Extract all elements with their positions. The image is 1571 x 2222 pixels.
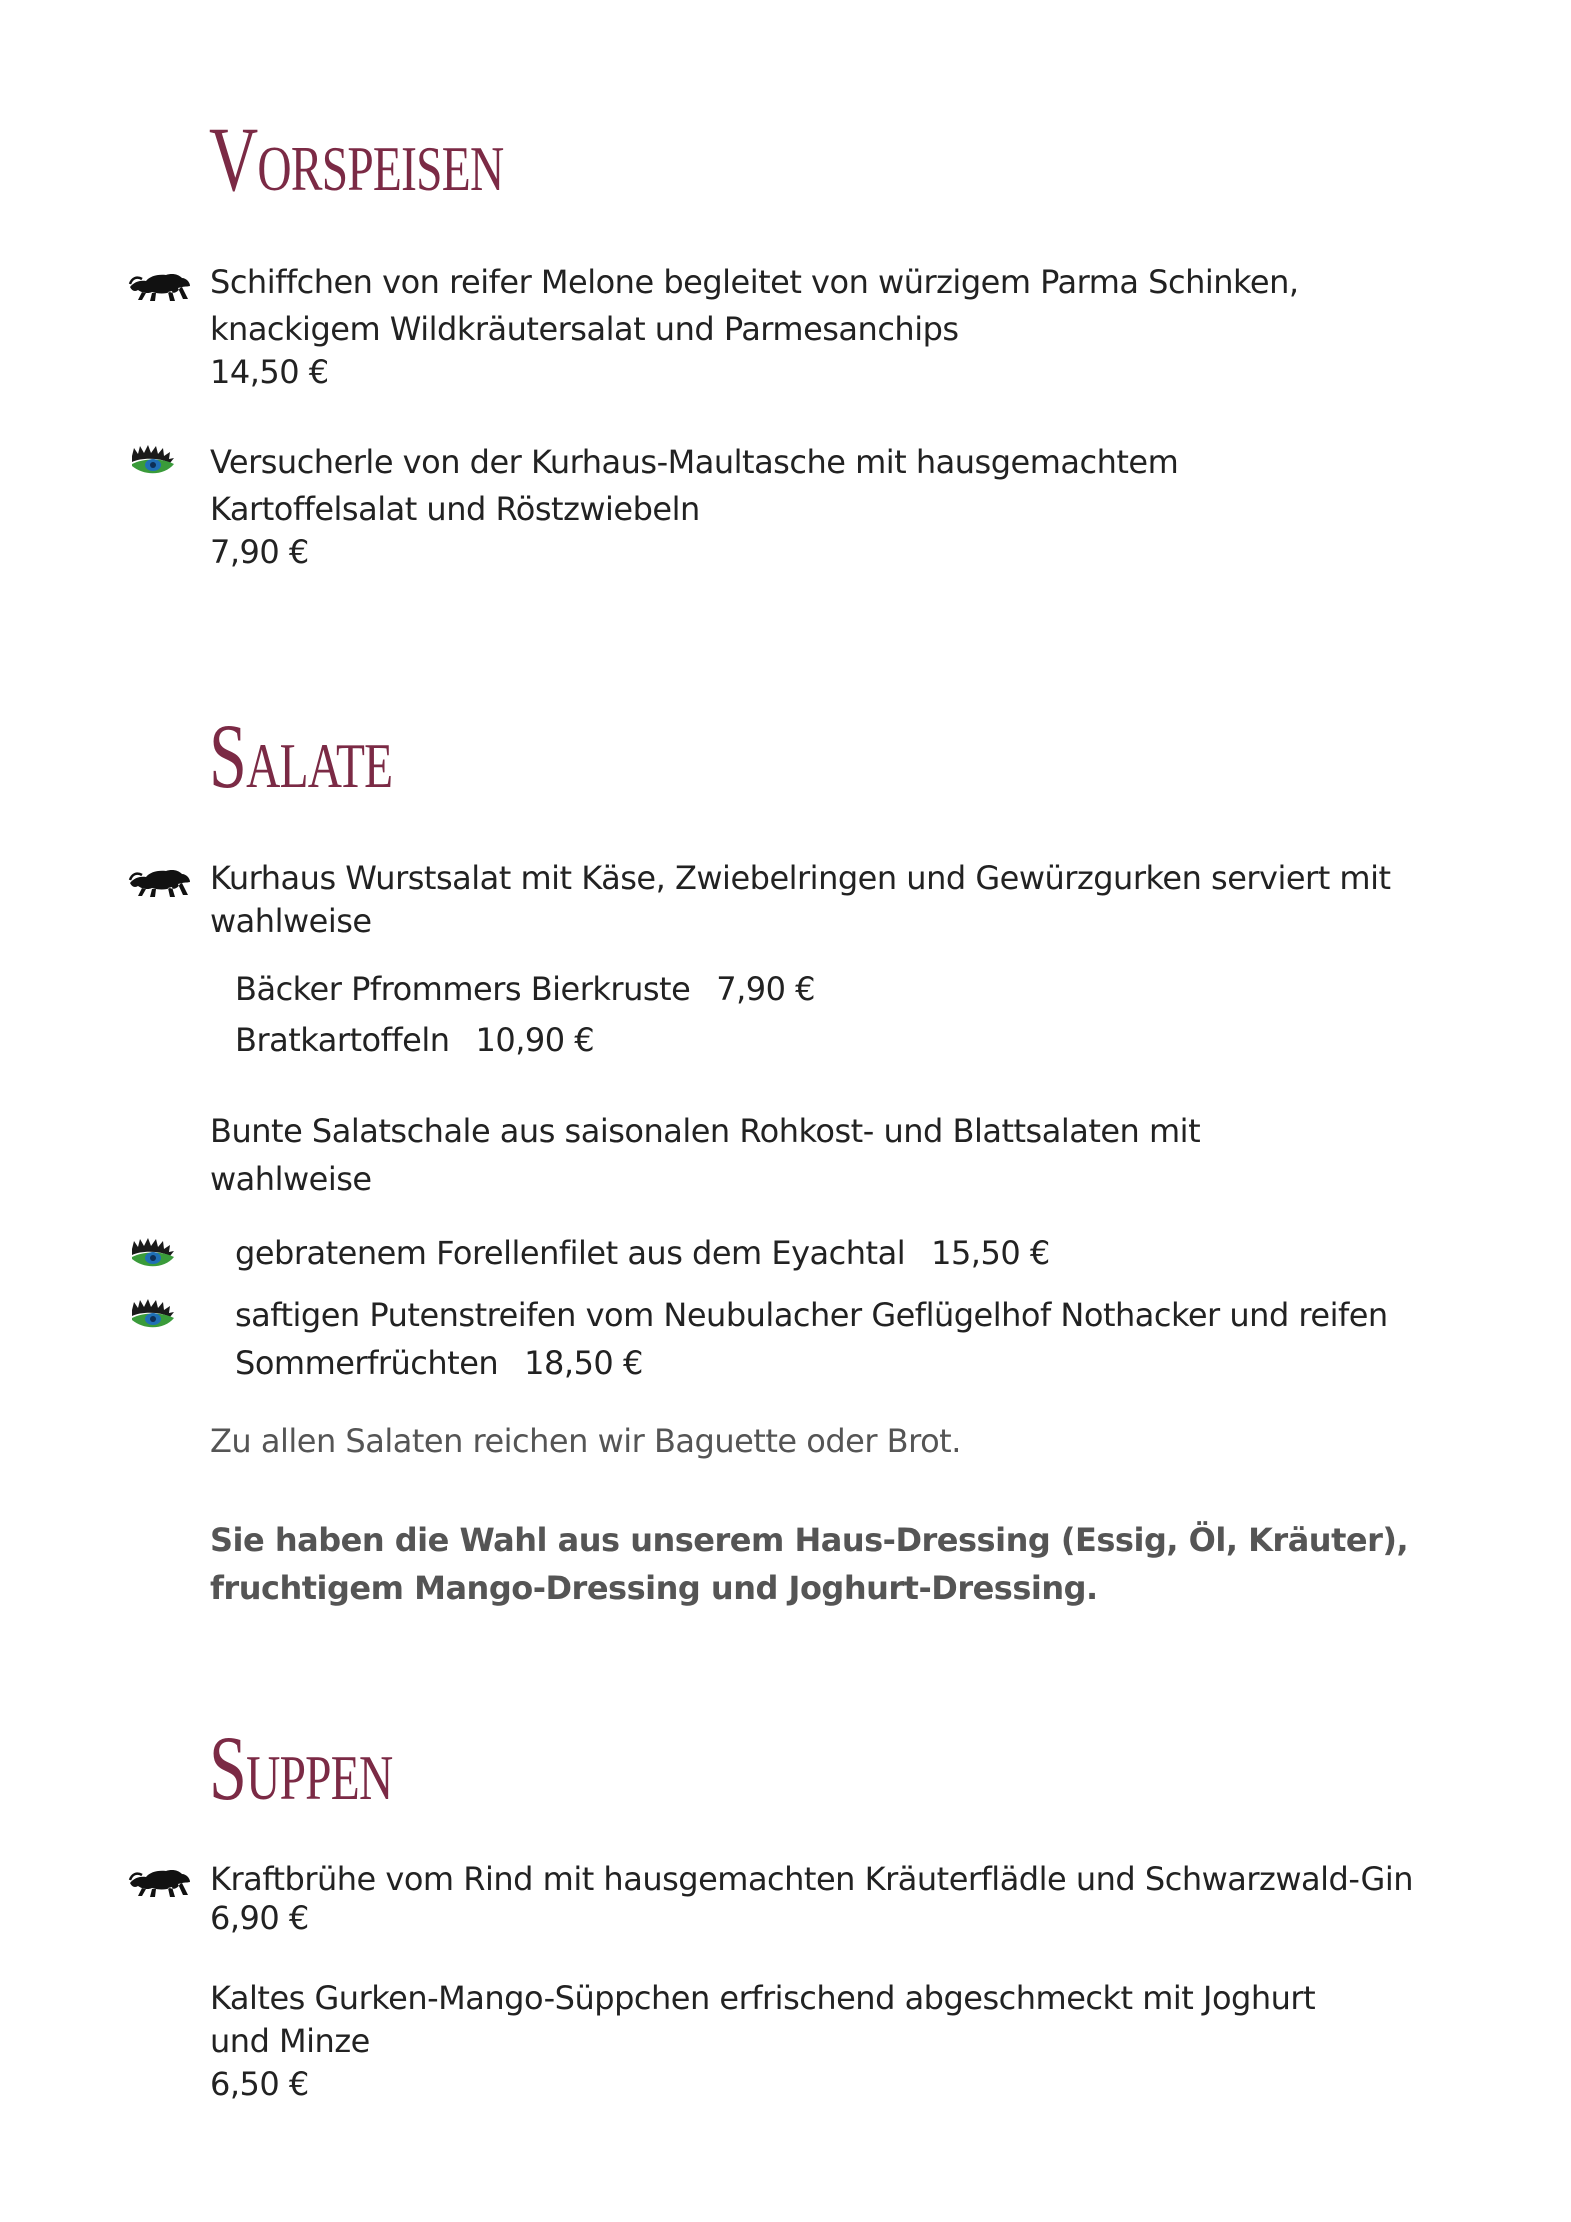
menu-item-text: Bunte Salatschale aus saisonalen Rohkost- und Blattsalaten mit [210,1112,1201,1150]
menu-item-price: 14,50 € [210,353,329,391]
option-price: 7,90 € [716,970,816,1008]
option-label: Sommerfrüchten [235,1344,499,1382]
section-heading-salate: Salate [209,705,393,807]
lion-icon [128,270,192,306]
option-row [235,966,815,1013]
option-label: Bratkartoffeln [235,1021,450,1059]
section-heading-vorspeisen: Vorspeisen [209,108,504,210]
lion-icon [128,1866,192,1902]
eye-icon [128,1237,178,1275]
menu-item-text: wahlweise [210,902,372,940]
eye-icon [128,1298,178,1336]
option-price: 15,50 € [931,1234,1050,1272]
menu-item-price: 6,90 € [210,1899,309,1937]
menu-item-text: wahlweise [210,1160,372,1198]
section-heading-suppen: Suppen [209,1717,393,1819]
option-label: gebratenem Forellenfilet aus dem Eyachtal [235,1234,906,1272]
salad-note: Zu allen Salaten reichen wir Baguette oder Brot. [210,1422,961,1460]
menu-item-text: und Minze [210,2022,370,2060]
option-row [235,1340,643,1387]
menu-item-text: knackigem Wildkräutersalat und Parmesanchips [210,310,959,348]
dressing-note: Sie haben die Wahl aus unserem Haus-Dressing (Essig, Öl, Kräuter), [210,1521,1409,1559]
menu-item-text: Kraftbrühe vom Rind mit hausgemachten Kräuterflädle und Schwarzwald-Gin [210,1860,1413,1898]
menu-item-text: Kartoffelsalat und Röstzwiebeln [210,490,700,528]
option-row [235,1230,1050,1277]
option-price: 18,50 € [524,1344,643,1382]
menu-item-text: Kurhaus Wurstsalat mit Käse, Zwiebelringen und Gewürzgurken serviert mit [210,859,1391,897]
option-price: 10,90 € [475,1021,595,1059]
dressing-note: fruchtigem Mango-Dressing und Joghurt-Dressing. [210,1569,1098,1607]
menu-item-price: 7,90 € [210,533,309,571]
menu-item-text: Kaltes Gurken-Mango-Süppchen erfrischend abgeschmeckt mit Joghurt [210,1979,1316,2017]
option-row [235,1017,594,1064]
menu-item-text: Schiffchen von reifer Melone begleitet von würzigem Parma Schinken, [210,263,1299,301]
menu-item-text: Versucherle von der Kurhaus-Maultasche mit hausgemachtem [210,443,1179,481]
lion-icon [128,866,192,902]
menu-item-price: 6,50 € [210,2065,309,2103]
option-label: Bäcker Pfrommers Bierkruste [235,970,691,1008]
eye-icon [128,444,178,482]
option-text: saftigen Putenstreifen vom Neubulacher Geflügelhof Nothacker und reifen [235,1296,1388,1334]
